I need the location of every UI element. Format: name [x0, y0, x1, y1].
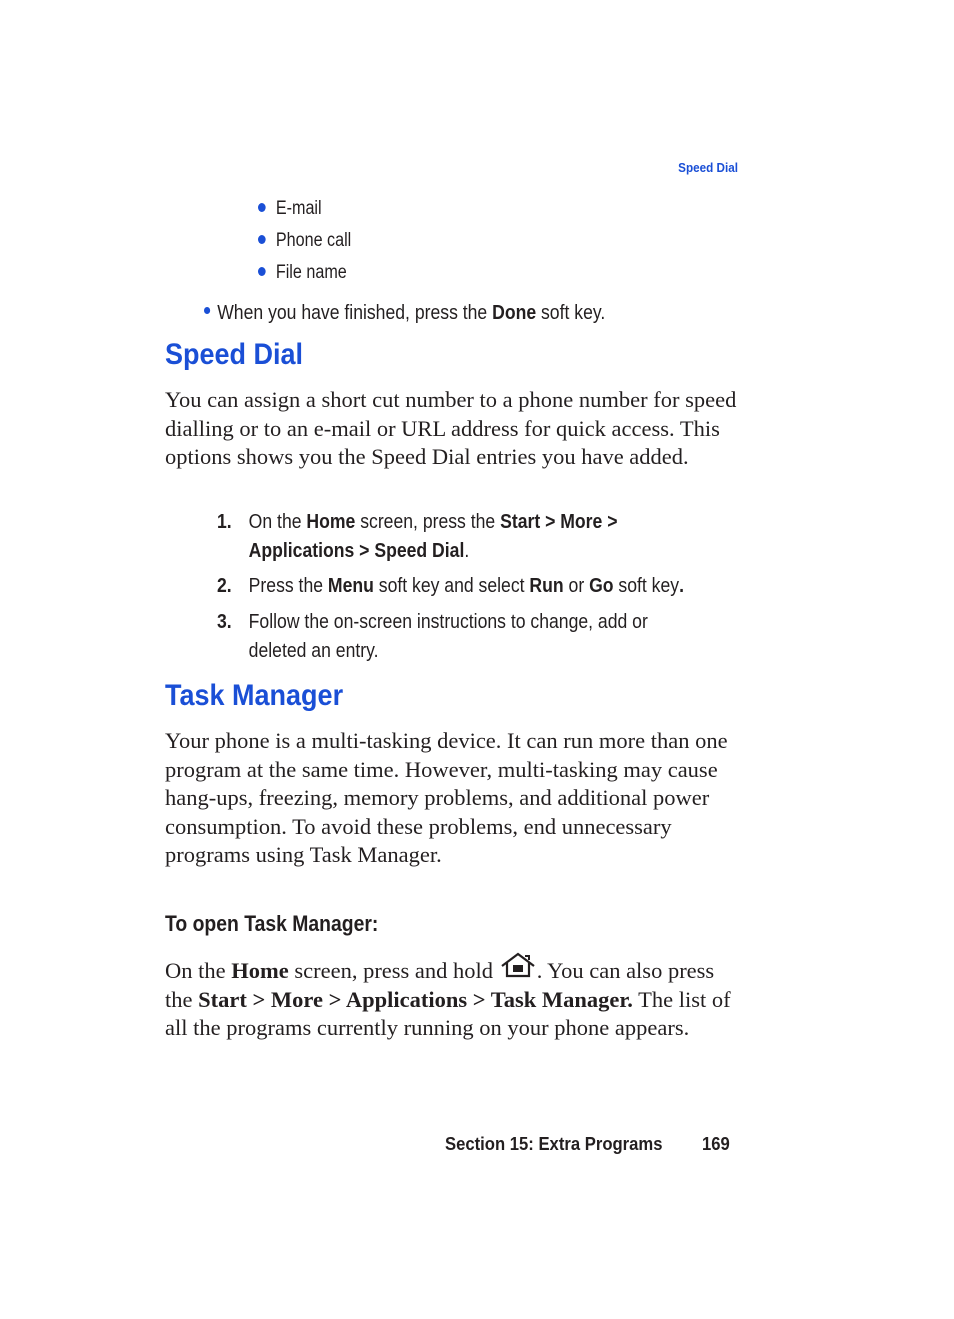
footer-section: Section 15: Extra Programs	[445, 1133, 663, 1154]
task-manager-intro: Your phone is a multi-tasking device. It can run more than one program at the same time. However, multi-tasking may cause hang-ups, freezing, memory problems, and additional power consumption. To avoid these problems, end unnecessary programs using Task Manager.	[165, 728, 728, 868]
task-manager-heading: Task Manager	[165, 679, 344, 712]
open-task-manager-subheading: To open Task Manager:	[165, 911, 379, 936]
bullet-icon	[258, 235, 266, 244]
bullet-icon	[258, 267, 266, 276]
home-key-icon	[499, 952, 537, 980]
list-item-text: File name	[275, 262, 347, 283]
page-number: 169	[702, 1133, 730, 1154]
speed-dial-intro: You can assign a short cut number to a phone number for speed dialling or to an e-mail or URL address for quick access. This options shows you the Speed Dial entries you have added.	[165, 387, 737, 470]
done-instruction: When you have finished, press the Done soft key.	[204, 302, 605, 325]
speed-dial-heading: Speed Dial	[165, 338, 304, 371]
step-3: 3. Follow the on-screen instructions to change, add or deleted an entry.	[217, 611, 648, 662]
open-task-manager-instructions: On the Home screen, press and hold . You can also press the Start > More > Applications > Task Manager. The list of all the programs currently running on your phone appears.	[165, 952, 745, 1043]
done-key-label: Done	[492, 302, 537, 324]
list-item	[258, 262, 347, 284]
running-head: Speed Dial	[678, 160, 738, 175]
step-1: 1. On the Home screen, press the Start > More > Applications > Speed Dial.	[217, 511, 618, 562]
bullet-icon	[204, 307, 210, 314]
list-item	[258, 198, 322, 220]
bullet-icon	[258, 203, 266, 212]
list-item-text: Phone call	[275, 230, 352, 251]
list-item	[258, 230, 351, 252]
list-item-text: E-mail	[275, 198, 322, 219]
step-2: 2. Press the Menu soft key and select Run or Go soft key.	[217, 575, 684, 597]
